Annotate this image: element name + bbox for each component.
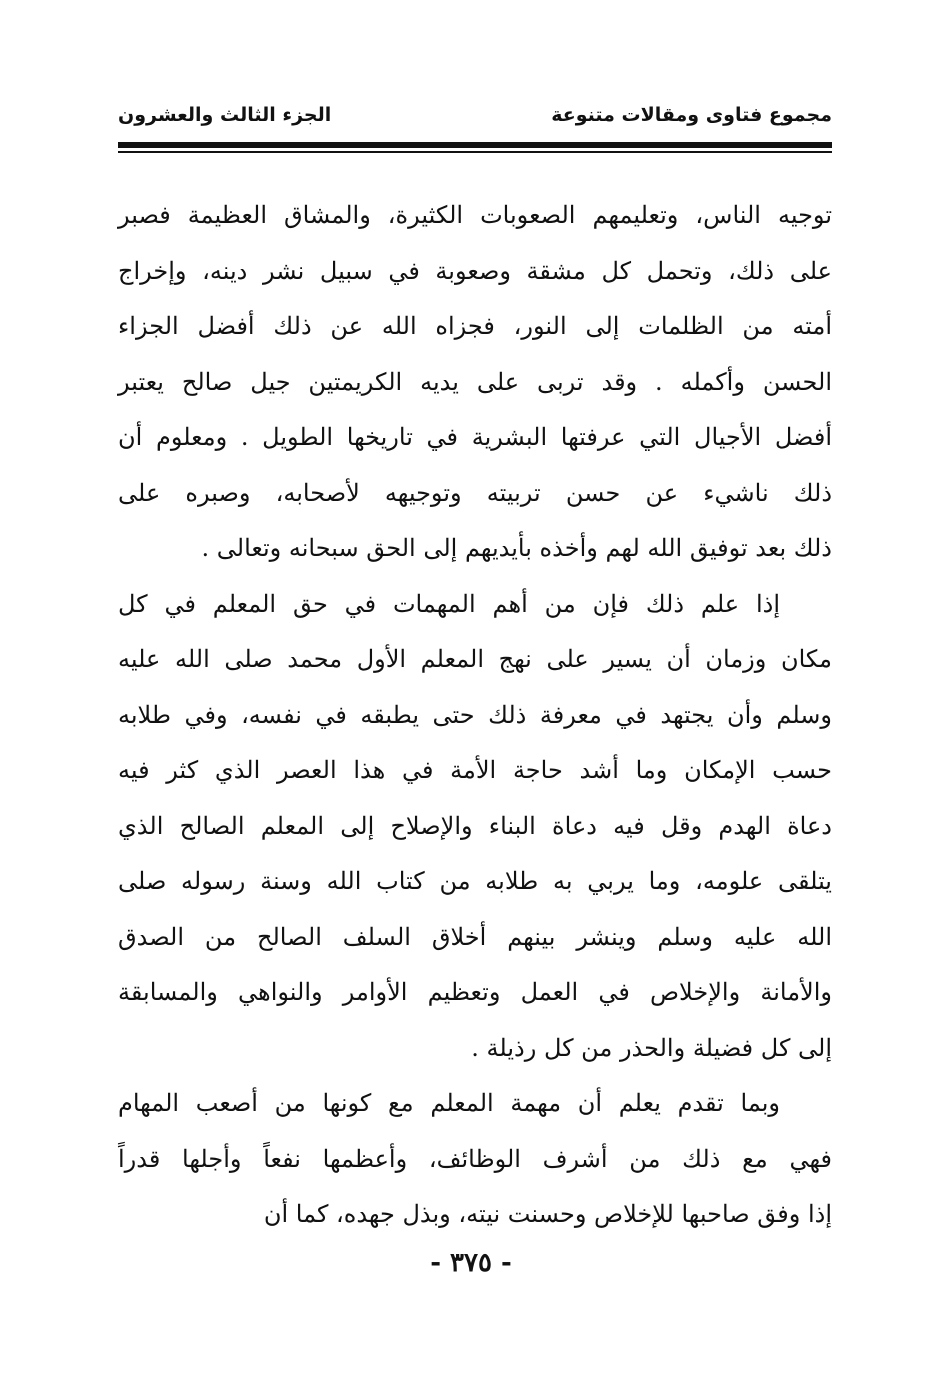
paragraph xyxy=(118,577,832,1077)
text-line: توجيه الناس، وتعليمهم الصعوبات الكثيرة، والمشاق العظيمة فصبر xyxy=(118,201,832,229)
text-line: إذا وفق صاحبها للإخلاص وحسنت نيته، وبذل جهده، كما أن xyxy=(263,1200,832,1228)
paragraph xyxy=(118,1076,832,1243)
text-line: على ذلك، وتحمل كل مشقة وصعوبة في سبيل نشر دينه، وإخراج xyxy=(118,256,832,285)
paragraph xyxy=(118,188,832,577)
text-line: يتلقى علومه، وما يربي به طلابه من كتاب الله وسنة رسوله صلى xyxy=(118,867,832,895)
running-header xyxy=(118,100,832,134)
text-line: ذلك بعد توفيق الله لهم وأخذه بأيديهم إلى الحق سبحانه وتعالى . xyxy=(201,534,832,562)
text-line: أمته من الظلمات إلى النور، فجزاه الله عن ذلك أفضل الجزاء xyxy=(118,312,832,340)
header-rule-thin xyxy=(118,151,832,153)
text-line: الحسن وأكمله . وقد تربى على يديه الكريمتين جيل صالح يعتبر xyxy=(118,367,832,396)
text-line: أفضل الأجيال التي عرفتها البشرية في تاريخها الطويل . ومعلوم أن xyxy=(118,423,832,451)
book-title: مجموع فتاوى ومقالات متنوعة xyxy=(551,104,832,126)
text-line: إذا علم ذلك فإن من أهم المهمات في حق المعلم في كل xyxy=(118,589,780,618)
text-line: مكان وزمان أن يسير على نهج المعلم الأول محمد صلى الله عليه xyxy=(118,645,832,673)
text-line: دعاة الهدم وقل فيه دعاة البناء والإصلاح إلى المعلم الصالح الذي xyxy=(118,811,832,840)
text-line: ذلك ناشيء عن حسن تربيته وتوجيهه لأصحابه، وصبره على xyxy=(118,478,832,507)
body-text xyxy=(118,188,832,1243)
header-rule-thick xyxy=(118,142,832,148)
text-line: والأمانة والإخلاص في العمل وتعظيم الأوامر والنواهي والمسابقة xyxy=(118,978,832,1006)
text-line: وبما تقدم يعلم أن مهمة المعلم مع كونها من أصعب المهام xyxy=(118,1089,780,1117)
text-line: فهي مع ذلك من أشرف الوظائف، وأعظمها نفعاً وأجلها قدراً xyxy=(118,1144,832,1173)
text-line: إلى كل فضيلة والحذر من كل رذيلة . xyxy=(471,1033,832,1062)
page-number: - ٣٧٥ - xyxy=(430,1248,512,1278)
text-line: وسلم وأن يجتهد في معرفة ذلك حتى يطبقه في نفسه، وفي طلابه xyxy=(118,700,833,729)
volume-label: الجزء الثالث والعشرون xyxy=(118,104,332,126)
text-line: حسب الإمكان وما أشد حاجة الأمة في هذا العصر الذي كثر فيه xyxy=(118,756,832,784)
text-line: الله عليه وسلم وينشر بينهم أخلاق السلف الصالح من الصدق xyxy=(118,922,832,951)
